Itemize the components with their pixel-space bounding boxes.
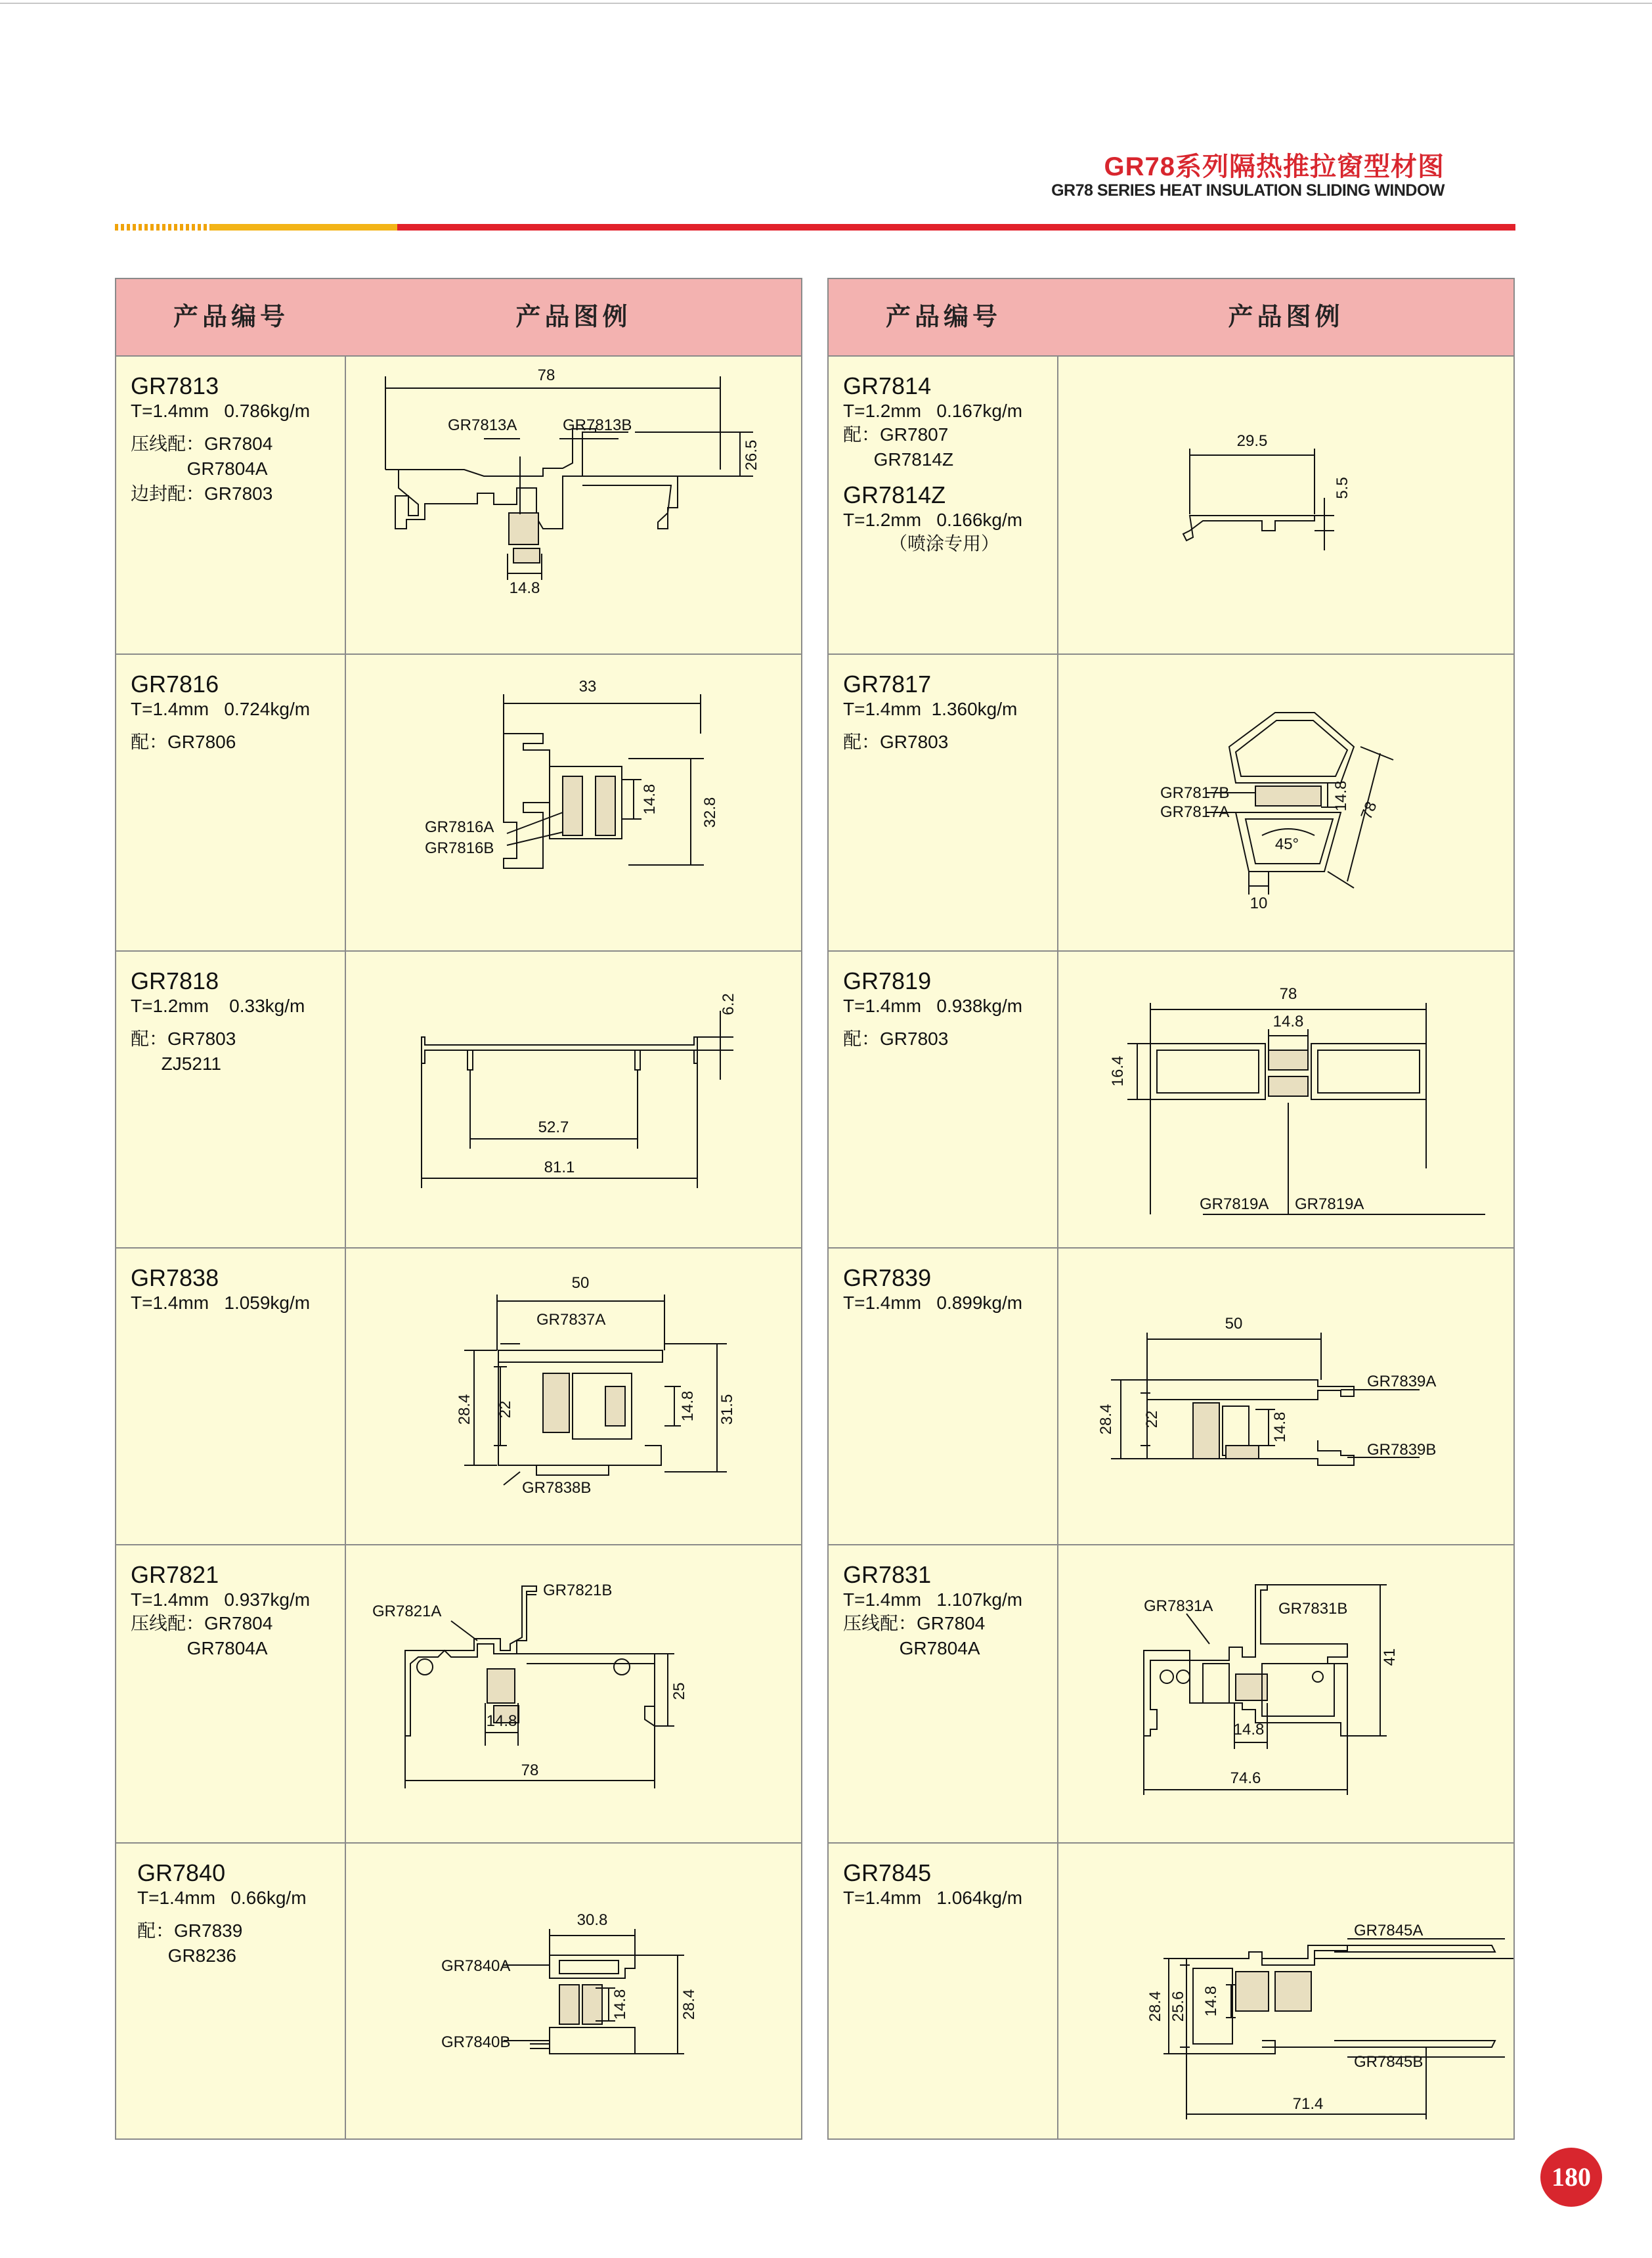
product-info [131,671,341,755]
page-title-en: GR78 SERIES HEAT INSULATION SLIDING WINDOW [1051,181,1445,200]
product-note: （喷涂专用） [889,533,1000,554]
table-row [829,1844,1513,2140]
table-row [829,1545,1513,1844]
dimension-label: 74.6 [1230,1769,1261,1787]
product-note: ZJ5211 [131,1053,221,1074]
part-label: GR7813B [563,416,632,434]
product-info [131,372,341,506]
part-label: GR7839A [1367,1373,1437,1390]
dimension-label: 81.1 [544,1159,575,1176]
product-note: 压线配：GR7804 [843,1613,986,1633]
profile-drawing-gr7813 [346,357,801,653]
product-note: 配：GR7807 [843,424,949,445]
product-note: GR7804A [843,1638,980,1658]
column-header-code: 产品编号 [885,303,1001,331]
part-label: GR7831A [1144,1597,1213,1615]
product-code: GR7814 [843,372,932,399]
dimension-label: 50 [571,1274,590,1292]
table-header [116,279,801,357]
table-row [116,1844,801,2140]
part-label: GR7816A [425,818,494,836]
dimension-label: 14.8 [611,1989,629,2020]
product-note: 配：GR7803 [843,732,949,752]
page-number-badge: 180 [1540,2148,1602,2207]
product-code: GR7813 [131,372,219,399]
product-note: 压线配：GR7804 [131,433,273,454]
product-info [131,1561,341,1661]
product-spec: T=1.4mm 0.66kg/m [137,1888,307,1908]
column-header-figure: 产品图例 [1228,303,1344,331]
dimension-label: 14.8 [1332,780,1350,812]
product-note: 压线配：GR7804 [131,1613,273,1633]
dimension-label: 28.4 [1146,1991,1164,2022]
profile-drawing-gr7845 [1058,1844,1513,2138]
table-row [116,1545,801,1844]
profile-drawing-gr7838 [346,1249,801,1544]
part-label: GR7817B [1160,784,1230,802]
product-code: GR7845 [843,1859,932,1886]
product-spec: T=1.4mm 0.938kg/m [843,996,1023,1016]
part-label: GR7821A [372,1603,442,1620]
part-label: GR7837A [536,1311,606,1329]
dimension-label: 5.5 [1334,477,1351,499]
product-table-right [827,278,1515,2140]
dimension-label: 78 [1357,799,1381,822]
dimension-label: 6.2 [720,993,737,1015]
dimension-label: 25 [670,1682,688,1700]
product-note: 配：GR7803 [843,1029,949,1049]
part-label: GR7821B [543,1582,613,1599]
product-code: GR7816 [131,671,219,697]
profile-drawing-gr7831 [1058,1545,1513,1842]
page-title-cn: GR78系列隔热推拉窗型材图 [1104,152,1445,181]
part-label: GR7819A [1200,1195,1269,1213]
table-row [829,1249,1513,1545]
product-code: GR7814Z [843,481,946,508]
dimension-label: 32.8 [701,797,719,828]
column-header-code: 产品编号 [173,303,289,331]
product-info [131,1264,341,1314]
product-spec: T=1.4mm 0.899kg/m [843,1293,1023,1313]
profile-drawing-gr7818 [346,952,801,1247]
product-code: GR7821 [131,1561,219,1588]
table-row [116,1249,801,1545]
part-label: GR7840B [441,2033,511,2051]
product-spec: T=1.4mm 0.786kg/m [131,401,311,421]
table-row [116,655,801,952]
part-label: GR7819A [1295,1195,1364,1213]
product-spec: T=1.2mm 0.166kg/m [843,510,1023,530]
product-code: GR7839 [843,1264,932,1291]
dimension-label: 16.4 [1109,1055,1127,1087]
top-border-line [0,3,1652,4]
part-label: GR7813A [448,416,517,434]
product-info [137,1859,347,1968]
dimension-label: 33 [578,678,597,696]
dimension-label: 30.8 [576,1911,608,1929]
part-label: GR7845A [1354,1922,1424,1939]
dimension-label: 14.8 [1202,1985,1220,2017]
product-spec: T=1.4mm 0.937kg/m [131,1589,311,1610]
dimension-label: 41 [1381,1648,1399,1666]
profile-drawing-gr7821 [346,1545,801,1842]
product-info [843,1561,1053,1661]
dimension-label: 14.8 [1271,1411,1289,1443]
dimension-label: 50 [1225,1315,1243,1333]
profile-drawing-gr7816 [346,655,801,950]
dimension-label: 71.4 [1292,2095,1324,2113]
product-code: GR7831 [843,1561,932,1588]
dimension-label: 14.8 [1233,1721,1265,1738]
product-code: GR7817 [843,671,932,697]
dimension-label: 14.8 [486,1712,517,1730]
dimension-label: 45° [1274,835,1299,853]
product-spec: T=1.2mm 0.33kg/m [131,996,305,1016]
table-header [829,279,1513,357]
part-label: GR7831B [1278,1600,1348,1618]
product-note: 配：GR7806 [131,732,236,752]
dimension-label: 31.5 [718,1394,736,1425]
product-note: GR8236 [137,1945,236,1966]
profile-drawing-gr7839 [1058,1249,1513,1544]
part-label: GR7839B [1367,1441,1437,1459]
table-row [116,952,801,1249]
product-info [843,967,1053,1052]
header-rule-orange [210,224,397,231]
profile-drawing-gr7814 [1058,357,1513,653]
product-spec: T=1.4mm 1.107kg/m [843,1589,1023,1610]
table-row [116,357,801,655]
product-note: GR7804A [131,458,268,479]
product-code: GR7840 [137,1859,226,1886]
part-label: GR7816B [425,839,494,857]
product-spec: T=1.4mm 1.360kg/m [843,699,1018,719]
dimension-label: 10 [1250,895,1268,912]
product-note: 边封配：GR7803 [131,483,273,504]
dimension-label: 29.5 [1236,432,1268,450]
dimension-label: 28.4 [1097,1404,1115,1435]
product-spec: T=1.2mm 0.167kg/m [843,401,1023,421]
part-label: GR7845B [1354,2053,1424,2071]
product-info [843,372,1053,556]
dimension-label: 22 [1143,1410,1161,1428]
dimension-label: 28.4 [680,1989,698,2020]
part-label: GR7817A [1160,803,1230,821]
product-info [843,1859,1053,1909]
header-rule-red [397,224,1515,231]
dimension-label: 78 [1279,985,1297,1003]
dimension-label: 26.5 [743,439,760,471]
product-note: 配：GR7839 [137,1920,243,1941]
product-code: GR7819 [843,967,932,994]
table-row [829,952,1513,1249]
product-table-left [115,278,802,2140]
dimension-label: 28.4 [456,1394,473,1425]
dimension-label: 78 [521,1761,539,1779]
dimension-label: 14.8 [509,579,540,597]
product-info [131,967,341,1076]
product-info [843,1264,1053,1314]
part-label: GR7838B [522,1479,592,1497]
product-note: GR7814Z [843,449,954,470]
product-note: 配：GR7803 [131,1029,236,1049]
product-code: GR7838 [131,1264,219,1291]
dimension-label: 25.6 [1169,1991,1187,2022]
table-row [829,357,1513,655]
product-note: GR7804A [131,1638,268,1658]
product-code: GR7818 [131,967,219,994]
profile-drawing-gr7819 [1058,952,1513,1247]
profile-drawing-gr7817 [1058,655,1513,950]
dimension-label: 14.8 [679,1390,697,1422]
product-spec: T=1.4mm 1.059kg/m [131,1293,311,1313]
product-info [843,671,1053,755]
dimension-label: 14.8 [641,784,659,815]
dimension-label: 78 [537,366,555,384]
dimension-label: 52.7 [538,1118,569,1136]
product-spec: T=1.4mm 0.724kg/m [131,699,311,719]
dimension-label: 14.8 [1272,1013,1304,1030]
dimension-label: 22 [496,1400,514,1419]
column-header-figure: 产品图例 [515,303,632,331]
table-row [829,655,1513,952]
profile-drawing-gr7840 [346,1844,801,2138]
product-spec: T=1.4mm 1.064kg/m [843,1888,1023,1908]
part-label: GR7840A [441,1957,511,1975]
